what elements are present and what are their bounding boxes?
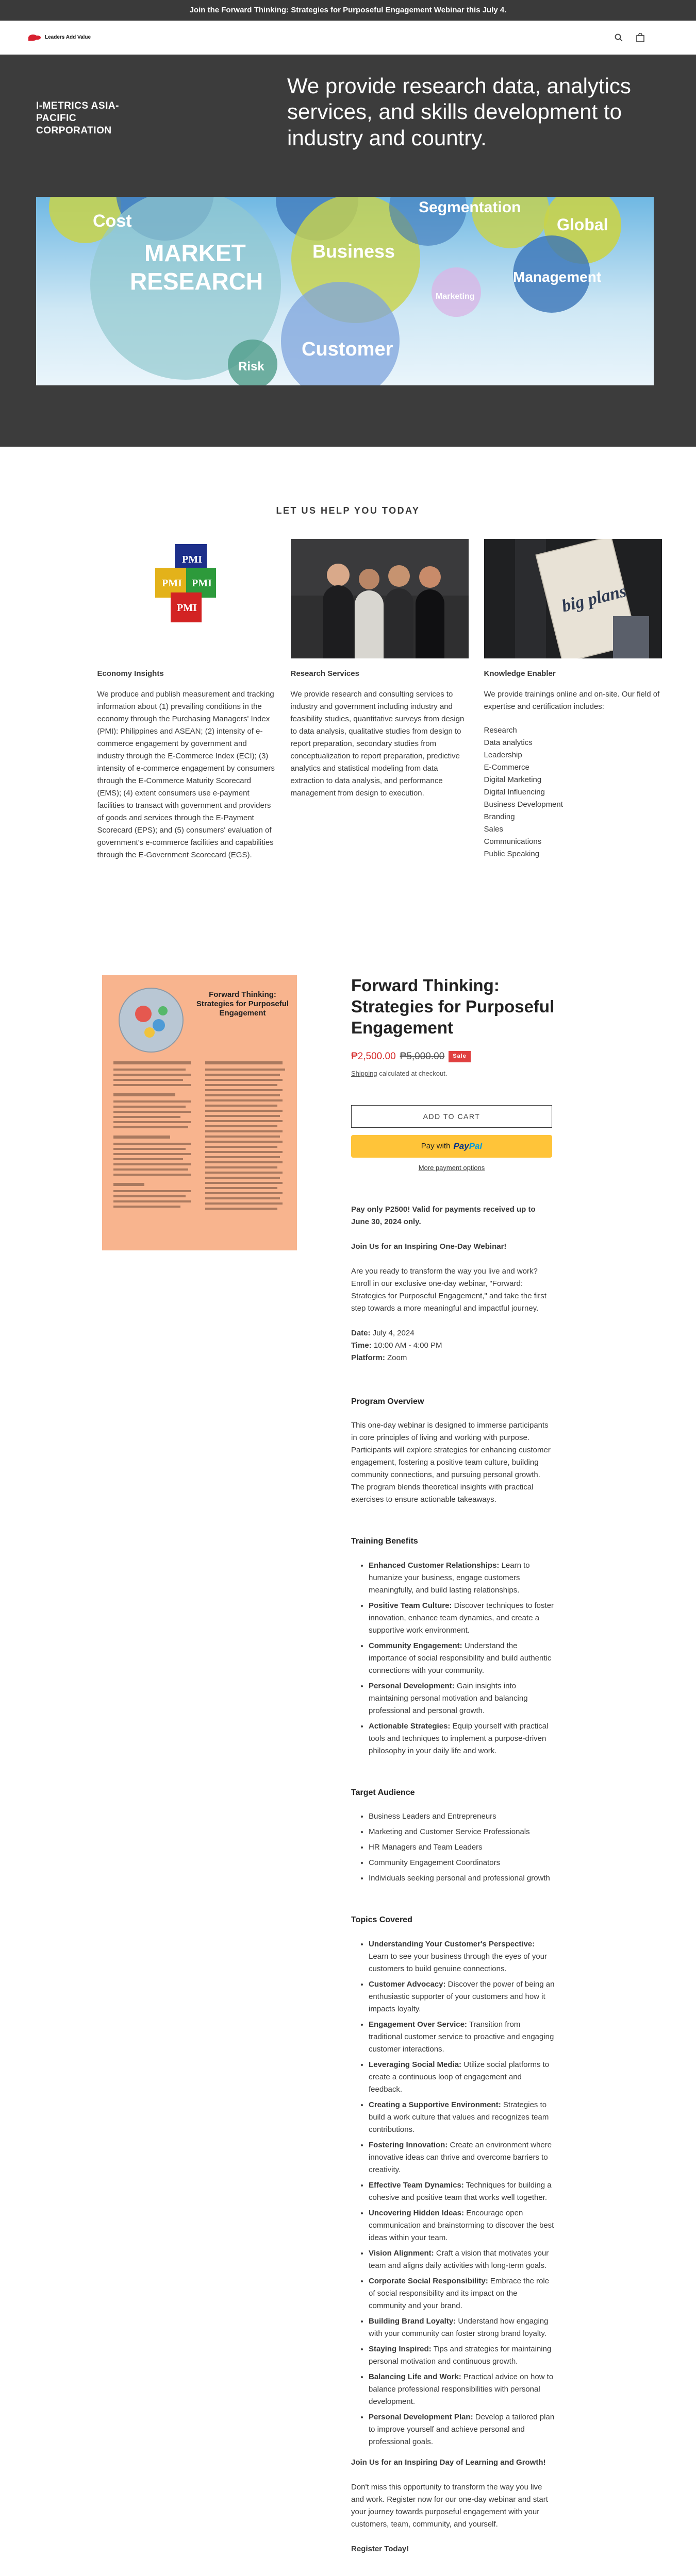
sale-badge: Sale <box>449 1051 471 1062</box>
topic-text: Encourage open communication and brainstorming to discover the best ideas within your team. <box>369 2209 554 2242</box>
word-risk: Risk <box>238 360 264 374</box>
audience-heading: Target Audience <box>351 1786 555 1800</box>
benefit-text: Learn to humanize your business, engage customers meaningfully, and build lasting relationships. <box>369 1561 530 1595</box>
product-description <box>351 1204 555 2576</box>
product-section <box>0 861 696 2576</box>
expertise-item: Research <box>484 724 662 737</box>
audience-item: • Community Engagement Coordinators <box>369 1857 555 1869</box>
help-col-research <box>291 539 469 861</box>
overview-heading: Program Overview <box>351 1395 555 1409</box>
shipping-link[interactable]: Shipping <box>351 1070 377 1077</box>
topic-title: Vision Alignment: <box>369 2249 434 2258</box>
topic-item <box>369 2139 555 2176</box>
pmi-logo-image <box>97 539 275 658</box>
price-row <box>351 1049 555 1064</box>
time-label: Time: <box>351 1341 372 1350</box>
paypal-button[interactable] <box>351 1135 552 1158</box>
benefit-title: Actionable Strategies: <box>369 1722 450 1731</box>
benefit-item <box>369 1560 555 1597</box>
help-heading: Research Services <box>291 668 469 680</box>
pmi-label-1: PMI <box>182 554 202 565</box>
date-value: July 4, 2024 <box>371 1329 415 1337</box>
announcement-bar[interactable]: Join the Forward Thinking: Strategies for Purposeful Engagement Webinar this July 4. <box>0 0 696 21</box>
topic-item <box>369 2099 555 2136</box>
topic-title: Leveraging Social Media: <box>369 2060 461 2069</box>
help-title: LET US HELP YOU TODAY <box>0 503 696 518</box>
hero-org-name: I-METRICS ASIA-PACIFIC CORPORATION <box>36 100 150 137</box>
topic-title: Personal Development Plan: <box>369 2413 473 2421</box>
word-segmentation: Segmentation <box>419 199 521 216</box>
topic-text: Strategies to build a work culture that values and recognizes team contributions. <box>369 2100 549 2134</box>
topic-text: Create an environment where innovative ideas can thrive and overcome barriers to creativity. <box>369 2141 552 2174</box>
topic-title: Staying Inspired: <box>369 2345 432 2353</box>
expertise-item: Digital Marketing <box>484 774 662 786</box>
topic-title: Uncovering Hidden Ideas: <box>369 2209 464 2217</box>
help-text: We provide trainings online and on-site. Our field of expertise and certification includes: <box>484 688 662 713</box>
overview-text: This one-day webinar is designed to immerse participants in core principles of living and working with purpose. Participants will explore strategies for enhancing customer engagement, fostering a positive team culture, building community connections, and pursuing personal growth. The program blends theoretical insights with practical exercises to ensure actionable takeaways. <box>351 1419 555 1506</box>
topic-item <box>369 2343 555 2368</box>
shipping-rest: calculated at checkout. <box>377 1070 448 1077</box>
site-logo[interactable] <box>28 33 91 42</box>
help-col-economy <box>97 539 275 861</box>
add-to-cart-button[interactable]: ADD TO CART <box>351 1105 552 1128</box>
expertise-item: Sales <box>484 823 662 836</box>
benefit-title: Community Engagement: <box>369 1641 462 1650</box>
word-customer: Customer <box>302 338 393 360</box>
help-grid <box>63 539 696 861</box>
audience-list <box>351 1810 555 1885</box>
word-research: RESEARCH <box>130 268 263 295</box>
audience-item: • Individuals seeking personal and professional growth <box>369 1872 555 1885</box>
topic-title: Balancing Life and Work: <box>369 2372 461 2381</box>
date-label: Date: <box>351 1329 371 1337</box>
register-text: Register Today! <box>351 2543 555 2555</box>
expertise-item: Digital Influencing <box>484 786 662 799</box>
topic-text: Develop a tailored plan to improve yourself and achieve personal and professional goals. <box>369 2413 554 2446</box>
help-heading: Knowledge Enabler <box>484 668 662 680</box>
topic-text: Transition from traditional customer service to proactive and engaging customer interactions. <box>369 2020 554 2054</box>
topic-item <box>369 2247 555 2272</box>
word-business: Business <box>312 241 395 262</box>
pmi-label-2: PMI <box>162 578 182 589</box>
day-text: Don't miss this opportunity to transform the way you live and work. Register now for our one-day webinar and start your journey towards purposeful engagement with your customers, team, community, and yourself. <box>351 2481 555 2531</box>
header-icons <box>614 32 645 43</box>
topic-title: Creating a Supportive Environment: <box>369 2100 501 2109</box>
topic-title: Effective Team Dynamics: <box>369 2181 464 2190</box>
market-research-image <box>36 197 654 385</box>
topic-item <box>369 2411 555 2448</box>
pay-with-label: Pay with <box>421 1140 451 1153</box>
topic-text: Embrace the role of social responsibility and its impact on the community and your brand. <box>369 2277 549 2310</box>
expertise-item: Leadership <box>484 749 662 761</box>
intro-text: Are you ready to transform the way you live and work? Enroll in our exclusive one-day webinar, "Forward: Strategies for Purposeful Engagement," and take the first step towards a more meaningful and impactful journey. <box>351 1265 555 1315</box>
topic-title: Customer Advocacy: <box>369 1980 446 1989</box>
word-global: Global <box>557 215 608 234</box>
topic-item <box>369 2207 555 2244</box>
word-management: Management <box>513 269 601 285</box>
expertise-item: E-Commerce <box>484 761 662 774</box>
topic-title: Engagement Over Service: <box>369 2020 467 2029</box>
search-icon[interactable] <box>614 32 624 43</box>
audience-item: • Marketing and Customer Service Professionals <box>369 1826 555 1838</box>
word-marketing: Marketing <box>436 292 475 301</box>
help-text: We produce and publish measurement and tracking information about (1) prevailing conditions in the economy through the Purchasing Managers' Index (PMI): Philippines and ASEAN; (2) intensity of e-commerce engagement by government and industry through the E-Commerce Index (ECI); (3) intensity of e-commerce engagement by consumers through the E-Commerce Maturity Scorecard (EMS); (4) extent consumers use e-payment facilities to transact with government and providers of goods and services through the E-Payment Scorecard (EPS); and (5) consumers' evaluation of government's e-commerce facilities and capabilities through the E-Government Scorecard (EGS). <box>97 688 275 861</box>
join-title: Join Us for an Inspiring One-Day Webinar! <box>351 1241 555 1253</box>
hero-tagline: We provide research data, analytics services, and skills development to industry and country. <box>287 73 669 151</box>
expertise-item: Public Speaking <box>484 848 662 860</box>
topic-item <box>369 1978 555 2015</box>
topic-text: Practical advice on how to balance professional responsibilities with personal development. <box>369 2372 553 2406</box>
topic-item <box>369 2371 555 2408</box>
word-cost: Cost <box>93 211 132 231</box>
benefit-title: Positive Team Culture: <box>369 1601 452 1610</box>
benefits-heading: Training Benefits <box>351 1535 555 1548</box>
benefit-item <box>369 1600 555 1637</box>
benefit-item <box>369 1720 555 1757</box>
benefit-text: Equip yourself with practical tools and techniques to implement a purpose-driven philosophy in your daily life and work. <box>369 1722 548 1755</box>
topic-text: Techniques for building a cohesive and positive team that works well together. <box>369 2181 552 2202</box>
more-payment-options-link[interactable]: More payment options <box>351 1163 552 1174</box>
expertise-item: Data analytics <box>484 737 662 749</box>
benefit-title: Personal Development: <box>369 1682 455 1690</box>
pmi-label-3: PMI <box>192 578 212 589</box>
expertise-item: Branding <box>484 811 662 823</box>
expertise-item: Business Development <box>484 799 662 811</box>
word-market: MARKET <box>144 240 246 266</box>
topic-item <box>369 2059 555 2096</box>
topic-title: Building Brand Loyalty: <box>369 2317 456 2326</box>
topic-text: Craft a vision that motivates your team and aligns daily activities with long-term goals. <box>369 2249 549 2270</box>
benefit-item <box>369 1680 555 1717</box>
paypal-word-1: Pay <box>453 1141 469 1151</box>
platform-label: Platform: <box>351 1353 385 1362</box>
book-photo-image <box>484 539 662 658</box>
benefit-text: Gain insights into maintaining personal motivation and balancing professional and personal growth. <box>369 1682 528 1715</box>
benefit-title: Enhanced Customer Relationships: <box>369 1561 499 1570</box>
topic-item <box>369 2019 555 2056</box>
hero-section <box>0 55 696 447</box>
help-text: We provide research and consulting services to industry and government including industry and feasibility studies, quantitative surveys from design to data analysis, qualitative studies from design to report preparation, secondary studies from conceptualization to report preparation, predictive analytics and statistical modeling from data extraction to data analysis, and performance management from design to execution. <box>291 688 469 800</box>
cart-icon[interactable] <box>635 32 645 43</box>
shipping-note <box>351 1069 555 1079</box>
topic-title: Understanding Your Customer's Perspective: <box>369 1940 535 1948</box>
platform-value: Zoom <box>385 1353 407 1362</box>
product-title: Forward Thinking: Strategies for Purposeful Engagement <box>351 975 555 1039</box>
time-value: 10:00 AM - 4:00 PM <box>372 1341 442 1350</box>
product-image[interactable] <box>102 975 297 1250</box>
help-section <box>0 447 696 861</box>
logo-mark-icon <box>28 33 42 42</box>
regular-price: ₱5,000.00 <box>400 1049 445 1064</box>
product-image-title: Forward Thinking: Strategies for Purposeful Engagement <box>195 990 290 1018</box>
topics-list <box>351 1938 555 2448</box>
topic-item <box>369 2315 555 2340</box>
topic-text: Understand how engaging with your community can foster strong brand loyalty. <box>369 2317 548 2338</box>
valid-note: Pay only P2500! Valid for payments received up to June 30, 2024 only. <box>351 1204 555 1228</box>
benefit-item <box>369 1640 555 1677</box>
site-header <box>0 21 696 55</box>
book-text: big plans <box>559 582 628 616</box>
event-details <box>351 1327 555 1364</box>
help-col-knowledge <box>484 539 662 861</box>
expertise-item: Communications <box>484 836 662 848</box>
audience-item: • Business Leaders and Entrepreneurs <box>369 1810 555 1823</box>
topic-text: Utilize social platforms to create a continuous loop of engagement and feedback. <box>369 2060 549 2094</box>
logo-text: Leaders Add Value <box>45 35 91 40</box>
topic-item <box>369 2275 555 2312</box>
audience-item: • HR Managers and Team Leaders <box>369 1841 555 1854</box>
topic-title: Fostering Innovation: <box>369 2141 448 2149</box>
help-heading: Economy Insights <box>97 668 275 680</box>
topic-text: Tips and strategies for maintaining personal motivation and continuous growth. <box>369 2345 551 2366</box>
pmi-label-4: PMI <box>177 602 197 614</box>
topic-item <box>369 1938 555 1975</box>
paypal-logo-icon <box>453 1139 482 1153</box>
product-info <box>351 975 555 2576</box>
topic-item <box>369 2179 555 2204</box>
topics-heading: Topics Covered <box>351 1913 555 1927</box>
day-title: Join Us for an Inspiring Day of Learning and Growth! <box>351 2456 555 2469</box>
benefits-list <box>351 1560 555 1757</box>
benefit-text: Understand the importance of social responsibility and build authentic connections with your community. <box>369 1641 551 1675</box>
topic-text: Discover the power of being an enthusiastic supporter of your customers and how it impacts loyalty. <box>369 1980 554 2013</box>
paypal-word-2: Pal <box>469 1141 483 1151</box>
sale-price: ₱2,500.00 <box>351 1049 396 1064</box>
topic-title: Corporate Social Responsibility: <box>369 2277 488 2285</box>
team-photo-image <box>291 539 469 658</box>
benefit-text: Discover techniques to foster innovation, enhance team dynamics, and create a supportive work environment. <box>369 1601 554 1635</box>
expertise-list <box>484 724 662 860</box>
topic-text: Learn to see your business through the eyes of your customers to build genuine connections. <box>369 1952 547 1973</box>
